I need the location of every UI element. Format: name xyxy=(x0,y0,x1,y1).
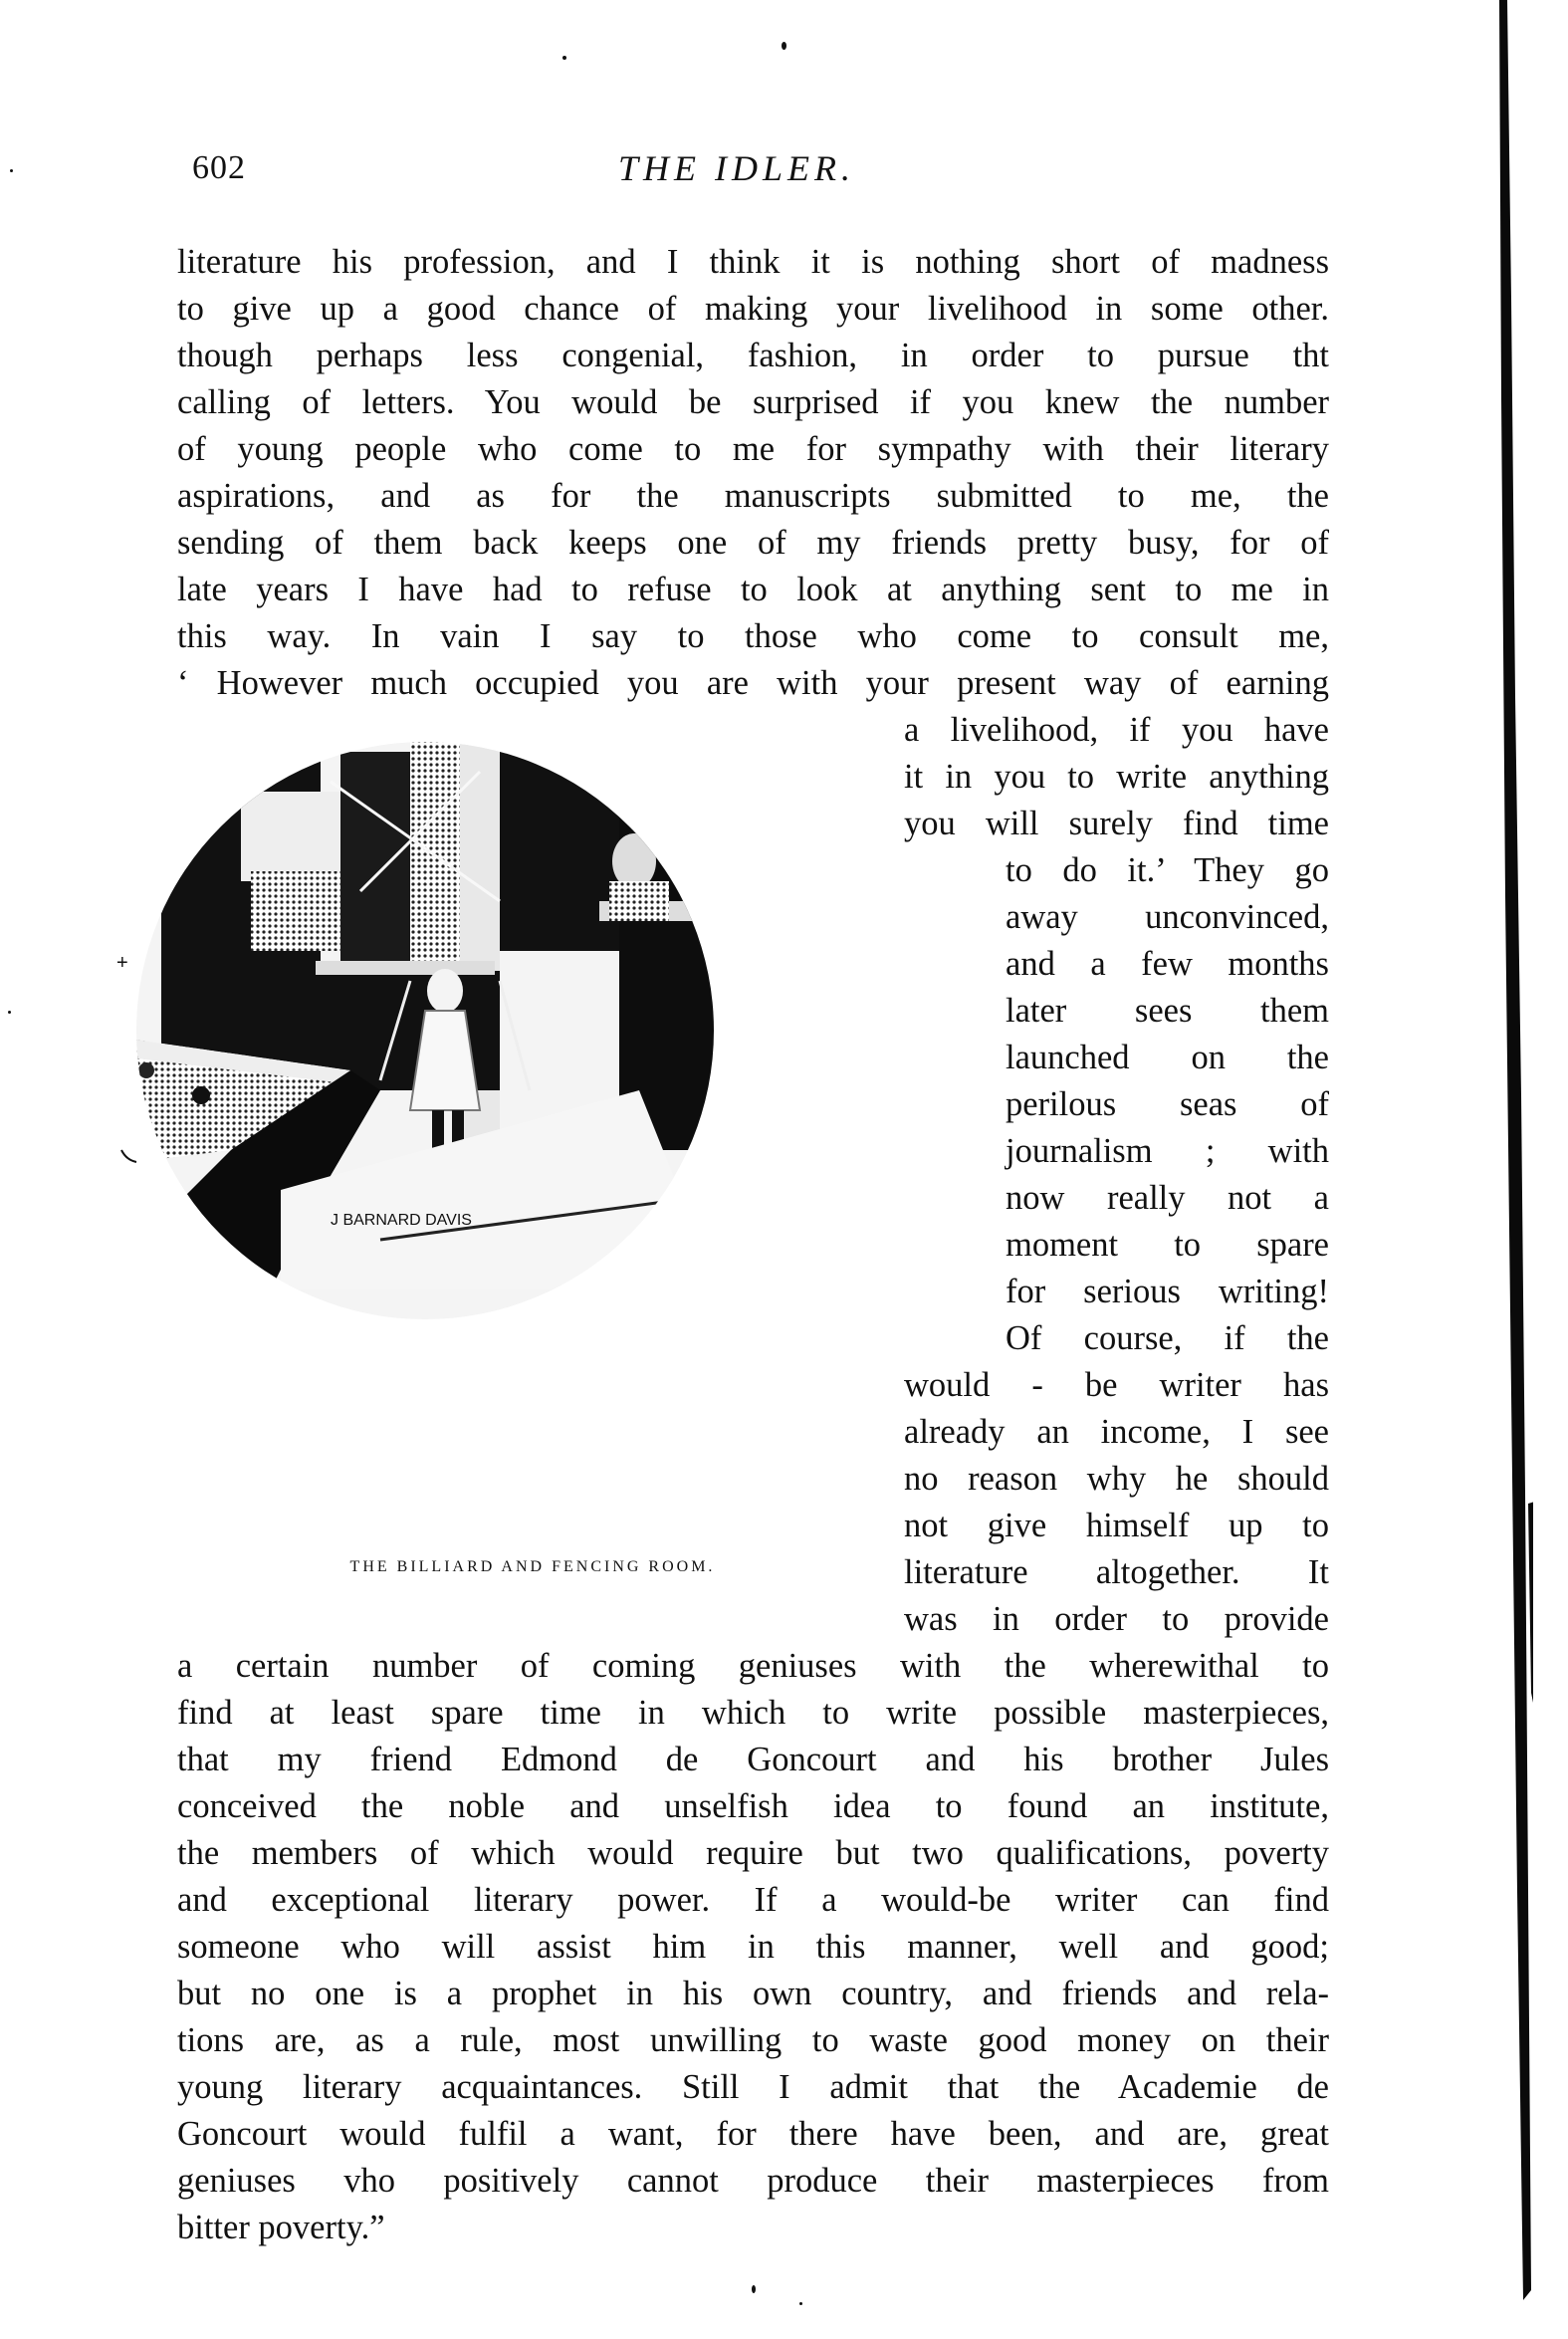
text-line: literature his profession, and I think it is nothing short of madness xyxy=(177,243,1329,281)
text-line: was in order to provide xyxy=(904,1600,1329,1638)
text-line: for serious writing! xyxy=(1006,1273,1329,1310)
scan-speck xyxy=(782,42,786,50)
text-line: ‘ However much occupied you are with your present way of earning xyxy=(177,664,1329,702)
scan-speck xyxy=(799,2302,802,2305)
text-line: young literary acquaintances. Still I admit that the Academie de xyxy=(177,2068,1329,2106)
text-line: geniuses vho positively cannot produce their masterpieces from xyxy=(177,2162,1329,2200)
text-line: later sees them xyxy=(1006,992,1329,1030)
text-line: a livelihood, if you have xyxy=(904,711,1329,749)
text-line: the members of which would require but two qualifications, poverty xyxy=(177,1834,1329,1872)
page-binding-edge xyxy=(1493,0,1533,2339)
text-line: but no one is a prophet in his own country, and friends and rela- xyxy=(177,1975,1329,2012)
text-line: this way. In vain I say to those who come to consult me, xyxy=(177,617,1329,655)
text-line: late years I have had to refuse to look at anything sent to me in xyxy=(177,571,1329,608)
text-line: and a few months xyxy=(1006,945,1329,983)
text-line: someone who will assist him in this manner, well and good; xyxy=(177,1928,1329,1966)
illustration-caption: THE BILLIARD AND FENCING ROOM. xyxy=(349,1558,716,1575)
text-line: not give himself up to xyxy=(904,1507,1329,1544)
running-title: THE IDLER. xyxy=(618,148,855,188)
text-line: conceived the noble and unselfish idea to found an institute, xyxy=(177,1787,1329,1825)
page-number: 602 xyxy=(192,149,246,186)
text-line: you will surely find time xyxy=(904,805,1329,842)
text-line: away unconvinced, xyxy=(1006,898,1329,936)
text-line: Of course, if the xyxy=(1006,1319,1329,1357)
text-line: to give up a good chance of making your livelihood in some other. xyxy=(177,290,1329,328)
text-line: it in you to write anything xyxy=(904,758,1329,796)
text-line: perilous seas of xyxy=(1006,1085,1329,1123)
text-line: bitter poverty.” xyxy=(177,2209,385,2246)
scan-speck xyxy=(562,56,566,60)
text-line: though perhaps less congenial, fashion, in order to pursue tht xyxy=(177,337,1329,374)
text-line: now really not a xyxy=(1006,1179,1329,1217)
text-line: and exceptional literary power. If a would-be writer can find xyxy=(177,1881,1329,1919)
text-line: of young people who come to me for sympathy with their literary xyxy=(177,430,1329,468)
svg-text:+: + xyxy=(116,952,128,974)
scan-speck xyxy=(8,1011,11,1014)
text-line: calling of letters. You would be surprised if you knew the number xyxy=(177,383,1329,421)
text-line: would - be writer has xyxy=(904,1366,1329,1404)
text-line: Goncourt would fulfil a want, for there have been, and are, great xyxy=(177,2115,1329,2153)
billiard-room-illustration xyxy=(82,732,958,1489)
artist-signature: J BARNARD DAVIS xyxy=(331,1212,472,1229)
text-line: aspirations, and as for the manuscripts submitted to me, the xyxy=(177,477,1329,515)
scan-speck xyxy=(752,2285,756,2293)
text-line: no reason why he should xyxy=(904,1460,1329,1498)
text-line: a certain number of coming geniuses with the wherewithal to xyxy=(177,1647,1329,1685)
text-line: to do it.’ They go xyxy=(1006,851,1329,889)
text-line: that my friend Edmond de Goncourt and his brother Jules xyxy=(177,1741,1329,1778)
text-line: sending of them back keeps one of my friends pretty busy, for of xyxy=(177,524,1329,562)
scan-speck xyxy=(10,169,13,172)
text-line: literature altogether. It xyxy=(904,1553,1329,1591)
text-line: launched on the xyxy=(1006,1039,1329,1076)
text-line: find at least spare time in which to write possible masterpieces, xyxy=(177,1694,1329,1732)
text-line: tions are, as a rule, most unwilling to waste good money on their xyxy=(177,2021,1329,2059)
text-line: moment to spare xyxy=(1006,1226,1329,1264)
text-line: already an income, I see xyxy=(904,1413,1329,1451)
text-line: journalism ; with xyxy=(1006,1132,1329,1170)
